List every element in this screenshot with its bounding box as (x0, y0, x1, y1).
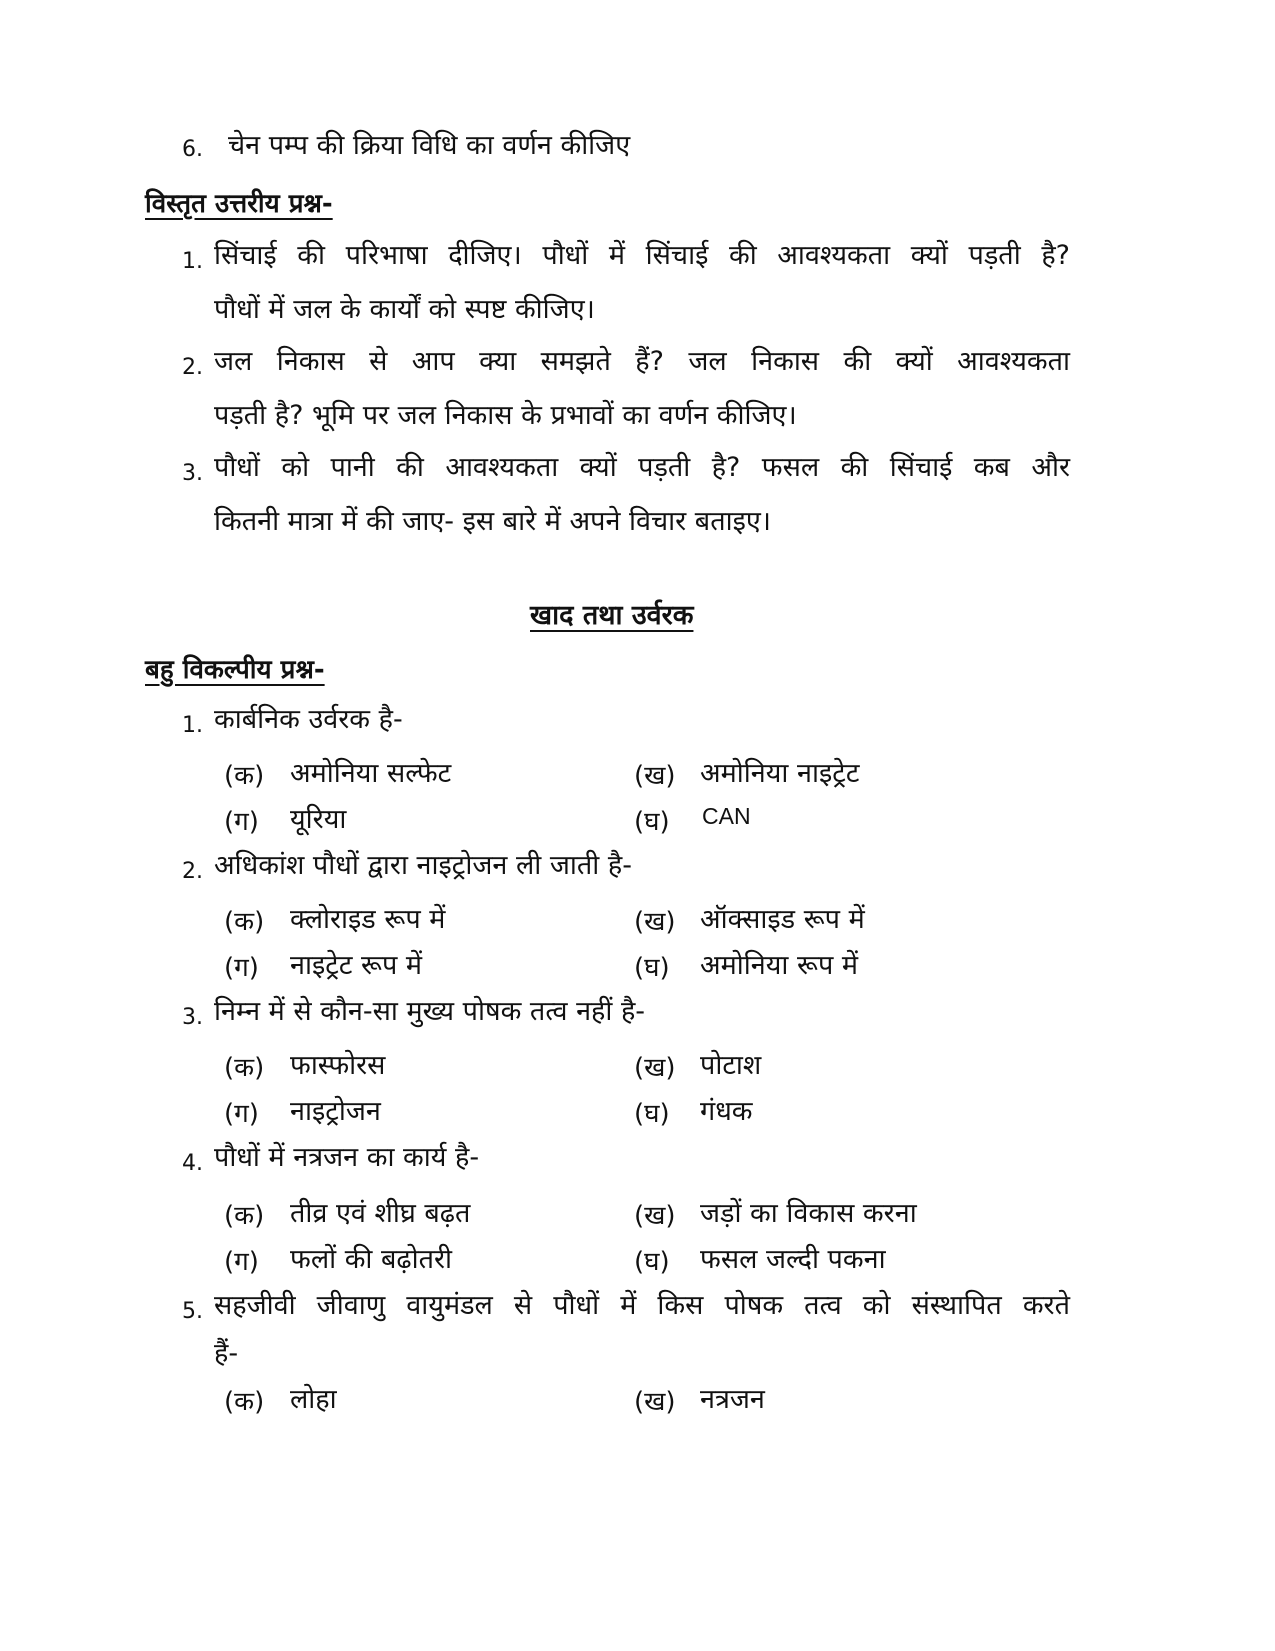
option-text: क्लोराइड रूप में (290, 904, 446, 935)
option-text: पोटाश (700, 1050, 762, 1081)
option-text: ऑक्साइड रूप में (700, 904, 865, 935)
option-label: (क) (224, 907, 265, 937)
question-number: 3. (182, 461, 203, 486)
question-text: निम्न में से कौन-सा मुख्य पोषक तत्व नहीं है- (214, 996, 646, 1027)
question-text-continued: कितनी मात्रा में की जाए- इस बारे में अपने विचार बताइए। (214, 506, 771, 537)
option-label: (ख) (634, 1053, 676, 1083)
question-text: चेन पम्प की क्रिया विधि का वर्णन कीजिए (228, 130, 631, 161)
option-text: लोहा (290, 1384, 337, 1415)
question-number: 2. (182, 859, 203, 884)
question-text: सिंचाई की परिभाषा दीजिए। पौधों में सिंचाई की आवश्यकता क्यों पड़ती है? (214, 240, 1070, 271)
option-text: यूरिया (290, 804, 347, 835)
option-text: CAN (702, 803, 751, 829)
option-label: (क) (224, 761, 265, 791)
question-number: 4. (182, 1151, 203, 1176)
option-text: फलों की बढ़ोतरी (290, 1244, 453, 1275)
option-text: नाइट्रेट रूप में (290, 950, 423, 981)
option-label: (क) (224, 1053, 265, 1083)
question-text: कार्बनिक उर्वरक है- (214, 704, 403, 735)
option-label: (ख) (634, 907, 676, 937)
option-label: (ग) (224, 1099, 259, 1129)
section-heading-mcq: बहु विकल्पीय प्रश्न- (145, 655, 325, 685)
option-label: (घ) (634, 1099, 670, 1129)
question-number: 3. (182, 1005, 203, 1030)
question-text-continued: हैं- (214, 1338, 239, 1369)
option-label: (क) (224, 1387, 265, 1417)
option-label: (ख) (634, 1387, 676, 1417)
question-text: सहजीवी जीवाणु वायुमंडल से पौधों में किस पोषक तत्व को संस्थापित करते (214, 1290, 1070, 1321)
question-text: पौधों को पानी की आवश्यकता क्यों पड़ती है? फसल की सिंचाई कब और (214, 452, 1070, 483)
option-label: (ग) (224, 1247, 259, 1277)
option-text: नाइट्रोजन (290, 1096, 381, 1127)
question-text: जल निकास से आप क्या समझते हैं? जल निकास की क्यों आवश्यकता (214, 346, 1070, 377)
question-text: अधिकांश पौधों द्वारा नाइट्रोजन ली जाती है- (214, 850, 632, 881)
section-heading-long-answer: विस्तृत उत्तरीय प्रश्न- (145, 189, 333, 219)
option-label: (घ) (634, 1247, 670, 1277)
option-text: अमोनिया रूप में (700, 950, 859, 981)
question-number: 1. (182, 713, 203, 738)
question-text: पौधों में नत्रजन का कार्य है- (214, 1142, 480, 1173)
option-text: जड़ों का विकास करना (700, 1198, 917, 1229)
option-text: फसल जल्दी पकना (700, 1244, 886, 1275)
option-text: फास्फोरस (290, 1050, 386, 1081)
option-label: (घ) (634, 807, 670, 837)
question-number: 2. (182, 355, 203, 380)
option-label: (घ) (634, 953, 670, 983)
option-text: तीव्र एवं शीघ्र बढ़त (290, 1198, 471, 1229)
option-label: (ग) (224, 807, 259, 837)
question-text-continued: पौधों में जल के कार्यों को स्पष्ट कीजिए। (214, 294, 595, 325)
question-number: 6. (182, 137, 203, 162)
chapter-title: खाद तथा उर्वरक (530, 600, 694, 631)
option-label: (ग) (224, 953, 259, 983)
question-number: 1. (182, 249, 203, 274)
option-label: (ख) (634, 761, 676, 791)
option-label: (क) (224, 1201, 265, 1231)
option-text: गंधक (700, 1096, 753, 1127)
question-number: 5. (182, 1299, 203, 1324)
option-label: (ख) (634, 1201, 676, 1231)
question-text-continued: पड़ती है? भूमि पर जल निकास के प्रभावों का वर्णन कीजिए। (214, 400, 797, 431)
option-text: अमोनिया सल्फेट (290, 758, 452, 789)
option-text: अमोनिया नाइट्रेट (700, 758, 860, 789)
option-text: नत्रजन (700, 1384, 765, 1415)
